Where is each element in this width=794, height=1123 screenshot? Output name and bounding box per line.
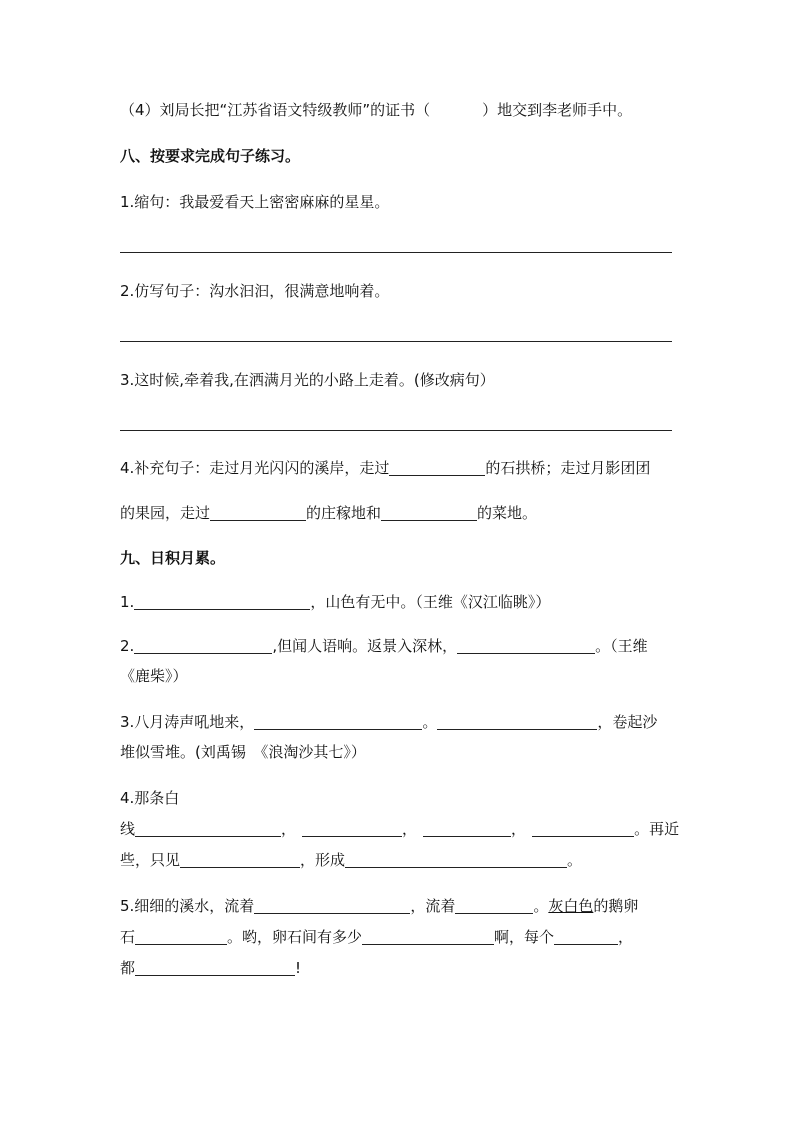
- section-9-item-3-line-2: 堆似雪堆。(刘禹锡 《浪淘沙其七》）: [120, 743, 366, 761]
- blank-white-line-6[interactable]: [345, 852, 567, 868]
- blank-white-line-4[interactable]: [532, 821, 634, 837]
- blank-poem-1[interactable]: [134, 594, 310, 610]
- item-4-text-f: 。再近: [634, 820, 680, 838]
- section-9-item-5-line-3: [120, 958, 301, 978]
- section-8-item-3: 3.这时候,牵着我,在洒满月光的小路上走着。(修改病句）: [120, 371, 495, 389]
- blank-stream-2[interactable]: [455, 898, 533, 914]
- item-2-text-c: 。（王维: [595, 637, 648, 655]
- section-9-item-5-line-1: [120, 896, 638, 916]
- item-5-text-f: 石: [120, 928, 136, 946]
- item-4-text-d: 的庄稼地和: [306, 504, 382, 522]
- item-5-text-b: ，流着: [410, 897, 456, 915]
- question-4-line: [120, 100, 632, 120]
- section-8-title: 八、按要求完成句子练习。: [120, 147, 301, 165]
- blank-vegetable-field[interactable]: [381, 505, 477, 521]
- item-1-number: 1.: [120, 593, 135, 611]
- section-9-item-5-line-2: [120, 927, 633, 947]
- item-4-text-b: 的石拱桥；走过月影团团: [485, 459, 651, 477]
- item-4-text-g: 些，只见: [120, 851, 181, 869]
- item-4-sep-3: ，: [511, 820, 527, 838]
- item-4-text-b: 线: [120, 820, 136, 838]
- item-5-text-c: 。: [533, 897, 549, 915]
- item-4-sep-1: ，: [281, 820, 297, 838]
- item-5-text-i: ，: [618, 928, 634, 946]
- section-9-item-4-line-3: [120, 850, 582, 870]
- item-3-text-a: 3.八月涛声吼地来，: [120, 713, 255, 731]
- item-5-text-j: 都: [120, 959, 136, 977]
- section-9-item-2-line-2: 《鹿柴》）: [120, 667, 188, 685]
- blank-crop-field[interactable]: [210, 505, 306, 521]
- item-2-number: 2.: [120, 637, 135, 655]
- item-3-text-c: ，卷起沙: [597, 713, 658, 731]
- section-9-item-3-line-1: [120, 712, 657, 732]
- item-4-sep-2: ，: [402, 820, 418, 838]
- item-5-text-k: !: [295, 959, 302, 977]
- blank-pebble-2[interactable]: [362, 929, 494, 945]
- item-4-text-c: 的果园，走过: [120, 504, 211, 522]
- item-5-text-g: 。哟，卵石间有多少: [227, 928, 363, 946]
- section-9-item-1: [120, 592, 550, 612]
- section-9-title: 九、日积月累。: [120, 549, 226, 567]
- blank-poem-2b[interactable]: [457, 638, 595, 654]
- blank-white-line-5[interactable]: [180, 852, 300, 868]
- item-1-text: ，山色有无中。（王维《汉江临眺》）: [310, 593, 551, 611]
- item-4-text-i: 。: [567, 851, 583, 869]
- blank-stone-bridge[interactable]: [389, 460, 485, 476]
- blank-pebble-3[interactable]: [554, 929, 618, 945]
- item-4-text-h: ，形成: [300, 851, 346, 869]
- item-3-text-b: 。: [422, 713, 438, 731]
- answer-line-3[interactable]: [120, 430, 672, 431]
- section-9-item-4-line-2: [120, 819, 679, 839]
- blank-pebble-1[interactable]: [135, 929, 227, 945]
- blank-white-line-1[interactable]: [135, 821, 281, 837]
- section-8-item-1: 1.缩句：我最爱看天上密密麻麻的星星。: [120, 193, 390, 211]
- blank-poem-3a[interactable]: [254, 714, 422, 730]
- item-4-text-e: 的菜地。: [477, 504, 538, 522]
- item-5-underlined-word: 灰白色: [548, 897, 594, 915]
- question-4-text-start: （4）刘局长把“江苏省语文特级教师”的证书（: [120, 101, 431, 119]
- question-4-text-end: ）地交到李老师手中。: [482, 101, 633, 119]
- section-8-item-4-line-2: [120, 503, 537, 523]
- item-5-text-a: 5.细细的溪水，流着: [120, 897, 255, 915]
- section-8-item-2: 2.仿写句子：沟水汩汩，很满意地响着。: [120, 282, 390, 300]
- blank-poem-3b[interactable]: [437, 714, 597, 730]
- blank-white-line-2[interactable]: [302, 821, 402, 837]
- answer-line-1[interactable]: [120, 252, 672, 253]
- blank-stream-1[interactable]: [254, 898, 410, 914]
- section-9-item-4-line-1: 4.那条白: [120, 789, 180, 807]
- item-2-text-b: ,但闻人语响。返景入深林，: [272, 637, 458, 655]
- blank-white-line-3[interactable]: [423, 821, 511, 837]
- answer-line-2[interactable]: [120, 341, 672, 342]
- section-8-item-4-line-1: [120, 458, 650, 478]
- item-4-text-a: 4.补充句子：走过月光闪闪的溪岸，走过: [120, 459, 390, 477]
- blank-poem-2a[interactable]: [134, 638, 272, 654]
- item-5-text-e: 的鹅卵: [593, 897, 639, 915]
- item-5-text-h: 啊，每个: [494, 928, 555, 946]
- blank-pebble-4[interactable]: [135, 960, 295, 976]
- section-9-item-2-line-1: [120, 636, 648, 656]
